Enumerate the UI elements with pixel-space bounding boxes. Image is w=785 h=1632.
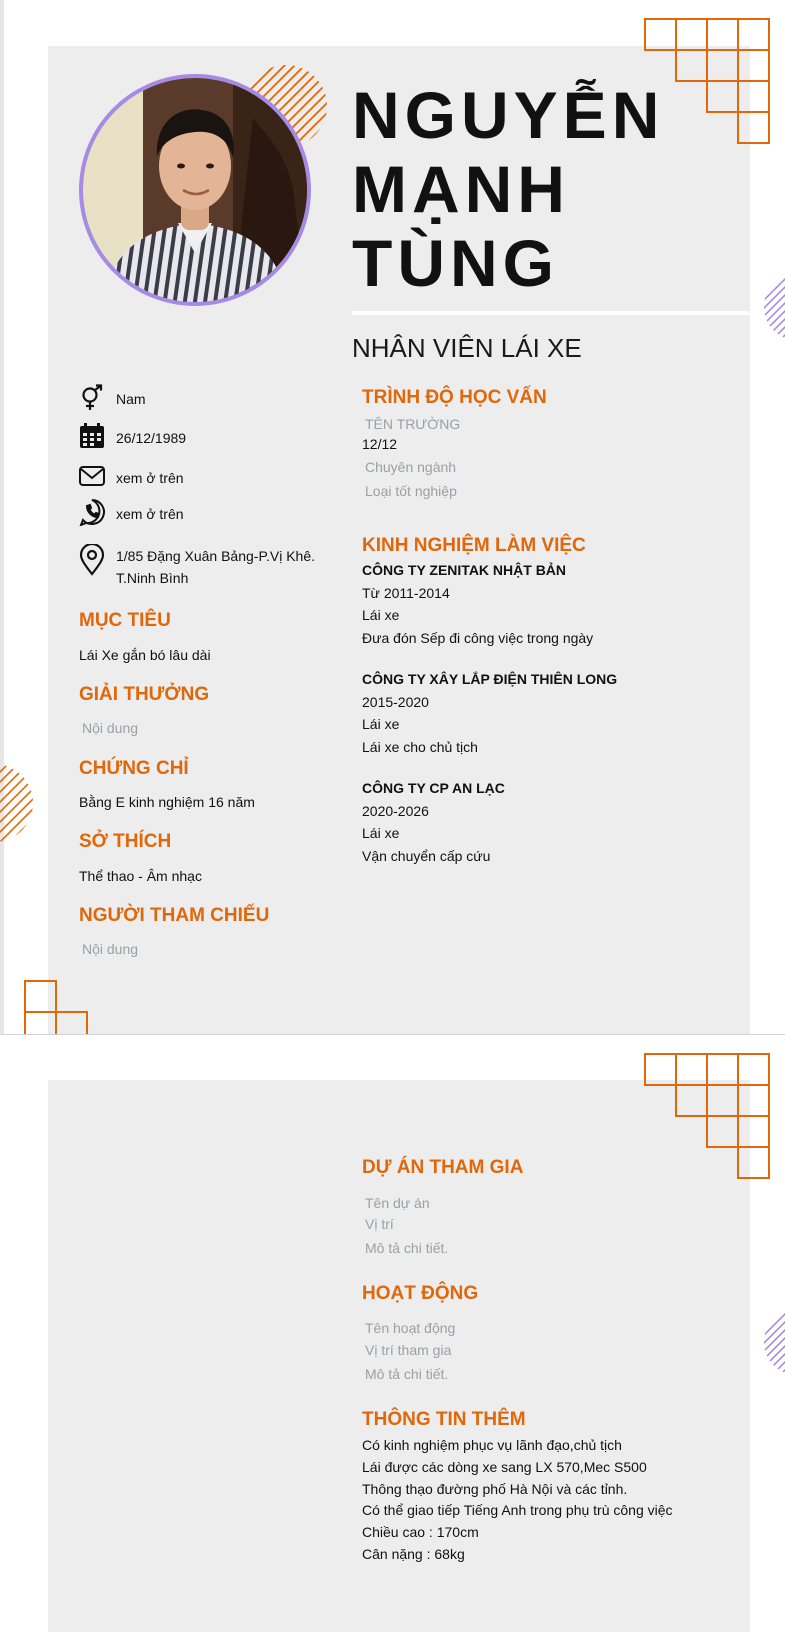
job-position: Lái xe bbox=[362, 825, 400, 841]
address-text bbox=[116, 545, 315, 589]
birthday-text: 26/12/1989 bbox=[116, 430, 187, 446]
job-company: CÔNG TY XÂY LẮP ĐIỆN THIÊN LONG bbox=[362, 671, 618, 687]
certificates-content: Bằng E kinh nghiệm 16 năm bbox=[79, 794, 255, 810]
job-description: Vận chuyển cấp cứu bbox=[362, 848, 491, 864]
activity-name: Tên hoạt động bbox=[365, 1320, 456, 1336]
project-role: Vị trí bbox=[365, 1216, 394, 1232]
education-school: TÊN TRƯỜNG bbox=[365, 416, 461, 432]
name-line-3: TÙNG bbox=[352, 226, 559, 300]
job-company: CÔNG TY ZENITAK NHẬT BẢN bbox=[362, 562, 567, 578]
location-icon bbox=[78, 544, 106, 576]
job-company: CÔNG TY CP AN LẠC bbox=[362, 780, 505, 796]
name-line-1: NGUYỄN bbox=[352, 78, 665, 152]
hobbies-title: SỞ THÍCH bbox=[79, 831, 172, 852]
gender-icon bbox=[78, 384, 106, 412]
job-period: Từ 2011-2014 bbox=[362, 585, 450, 601]
hobbies-content: Thể thao - Âm nhạc bbox=[79, 868, 202, 884]
job-period: 2015-2020 bbox=[362, 694, 429, 710]
activities-title: HOẠT ĐỘNG bbox=[362, 1283, 479, 1304]
job-description: Lái xe cho chủ tịch bbox=[362, 739, 478, 755]
education-grade: Loại tốt nghiệp bbox=[365, 483, 457, 499]
job-period: 2020-2026 bbox=[362, 803, 429, 819]
cv-page-2 bbox=[0, 1035, 785, 1632]
education-major: Chuyên ngành bbox=[365, 459, 457, 475]
profile-photo bbox=[83, 78, 307, 302]
job-title: NHÂN VIÊN LÁI XE bbox=[352, 333, 582, 363]
activity-role: Vị trí tham gia bbox=[365, 1342, 452, 1358]
calendar-icon bbox=[78, 422, 106, 450]
additional-line: Có kinh nghiệm phục vụ lãnh đạo,chủ tịch bbox=[362, 1437, 622, 1453]
certificates-title: CHỨNG CHỈ bbox=[79, 758, 189, 779]
phone-icon bbox=[78, 498, 106, 526]
activity-description: Mô tả chi tiết. bbox=[365, 1366, 449, 1382]
job-position: Lái xe bbox=[362, 716, 400, 732]
references-content: Nội dung bbox=[82, 941, 139, 957]
name-line-2: MẠNH bbox=[352, 152, 570, 226]
awards-content: Nội dung bbox=[82, 720, 139, 736]
purple-hatch-decoration bbox=[764, 1309, 785, 1375]
additional-line: Có thể giao tiếp Tiếng Anh trong phụ trù công việc bbox=[362, 1502, 673, 1518]
references-title: NGƯỜI THAM CHIẾU bbox=[79, 905, 270, 926]
orange-squares-decoration bbox=[24, 980, 92, 1034]
additional-line: Thông thạo đường phố Hà Nội và các tỉnh. bbox=[362, 1481, 628, 1497]
project-description: Mô tả chi tiết. bbox=[365, 1240, 449, 1256]
additional-line: Cân nặng : 68kg bbox=[362, 1546, 465, 1562]
name-divider bbox=[352, 311, 750, 315]
additional-line: Chiều cao : 170cm bbox=[362, 1524, 479, 1540]
phone-text: xem ở trên bbox=[116, 506, 184, 522]
education-period: 12/12 bbox=[362, 436, 398, 452]
objective-content: Lái Xe gắn bó lâu dài bbox=[79, 647, 211, 663]
email-text: xem ở trên bbox=[116, 470, 184, 486]
avatar bbox=[79, 74, 311, 306]
orange-hatch-decoration bbox=[0, 762, 34, 844]
objective-title: MỤC TIÊU bbox=[79, 610, 171, 631]
job-position: Lái xe bbox=[362, 607, 400, 623]
job-description: Đưa đón Sếp đi công việc trong ngày bbox=[362, 630, 594, 646]
project-name: Tên dự án bbox=[365, 1195, 430, 1211]
projects-title: DỰ ÁN THAM GIA bbox=[362, 1157, 524, 1178]
purple-hatch-decoration bbox=[764, 274, 785, 340]
additional-line: Lái được các dòng xe sang LX 570,Mec S500 bbox=[362, 1459, 647, 1475]
address-line-2: T.Ninh Bình bbox=[116, 570, 189, 586]
gender-text: Nam bbox=[116, 391, 146, 407]
experience-title: KINH NGHIỆM LÀM VIỆC bbox=[362, 535, 586, 556]
address-line-1: 1/85 Đặng Xuân Bảng-P.Vị Khê. bbox=[116, 548, 316, 564]
orange-grid-decoration bbox=[644, 1053, 774, 1183]
education-title: TRÌNH ĐỘ HỌC VẤN bbox=[362, 387, 547, 408]
additional-title: THÔNG TIN THÊM bbox=[362, 1409, 526, 1430]
awards-title: GIẢI THƯỞNG bbox=[79, 684, 210, 705]
email-icon bbox=[78, 462, 106, 490]
